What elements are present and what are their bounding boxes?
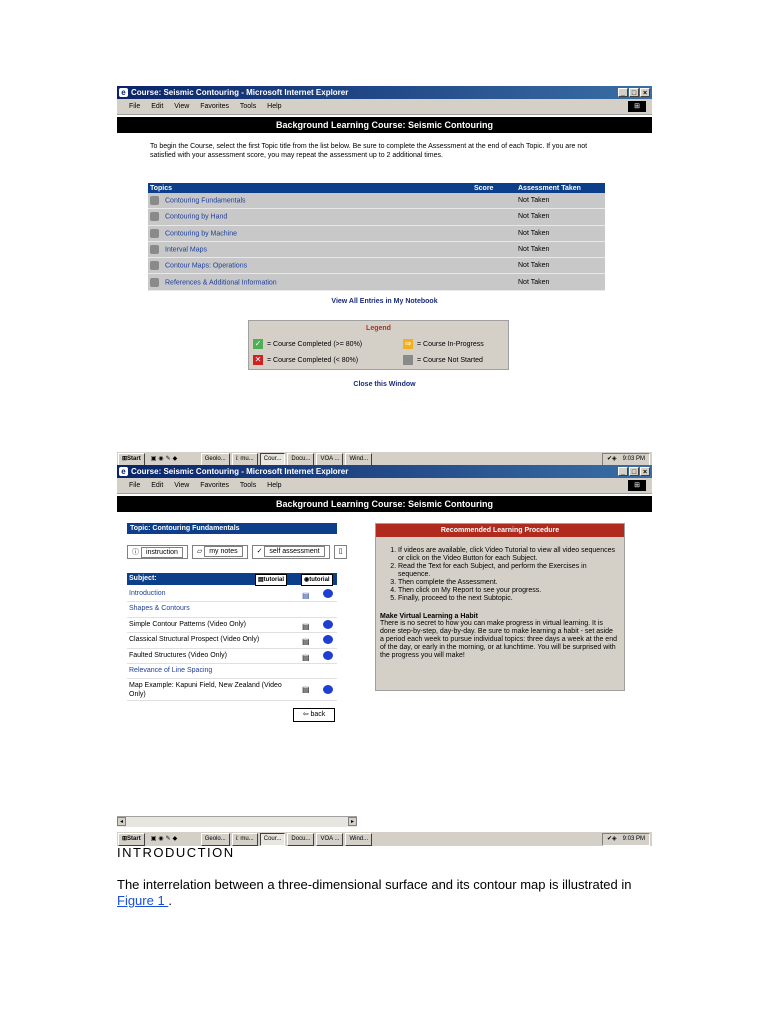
score-cell (472, 241, 516, 257)
in-progress-icon: ⇒ (404, 339, 412, 348)
subject-label: Subject: (129, 575, 157, 582)
tab-more-icon[interactable]: ▯ (334, 545, 348, 559)
task-button[interactable]: VOA ... (316, 453, 343, 466)
text-icon[interactable]: ▤ (302, 685, 310, 695)
habit-text: There is no secret to how you can make progress in virtual learning. It is done step-by-step, day-by-day. Be sure to make learning a habit - set aside a period each week to pursue individual topics: three days a week at the end of the day, or early in the morning, or at lunchtime. You will be surprised with the progress you will make! (380, 620, 617, 659)
x-icon: ✕ (254, 355, 262, 364)
ie-icon: e (119, 88, 128, 97)
procedure-steps (398, 547, 618, 603)
table-row[interactable] (148, 241, 605, 257)
figure-link[interactable]: Figure 1 (117, 893, 169, 908)
topic-link[interactable]: Contour Maps: Operations (165, 262, 248, 270)
header-score: Score (472, 183, 516, 193)
tab-self-assessment[interactable]: ✓ self assessment (252, 545, 330, 559)
scroll-right-icon[interactable]: ▸ (348, 817, 357, 826)
legend-text: = Course Completed (>= 80%) (267, 340, 363, 348)
header-topics: Topics (148, 183, 472, 193)
back-button[interactable]: ⇦ back (293, 708, 335, 722)
maximize-icon[interactable]: □ (629, 467, 639, 476)
procedure-step: 1. If videos are available, click Video Tutorial to view all video sequences or click on the Video Button for each Subject. (398, 547, 618, 563)
habit-title: Make Virtual Learning a Habit (380, 613, 478, 620)
score-cell (472, 258, 516, 274)
topics-table (148, 183, 605, 291)
task-button[interactable]: Docu... (287, 453, 314, 466)
tray-icons[interactable]: ✔◈ (606, 455, 617, 462)
menu-edit[interactable]: Edit (151, 482, 164, 489)
menu-file[interactable]: File (129, 103, 141, 110)
window-titlebar (117, 86, 652, 99)
window-controls (618, 88, 650, 97)
menu-view[interactable]: View (174, 103, 190, 110)
not-started-icon (150, 278, 159, 287)
intro-text: To begin the Course, select the first Topic title from the list below. Be sure to complete the Assessment at the end of each Topic. If you are not satisfied with your assessment score, you may repeat the assessment up to 2 additional times. (150, 143, 588, 159)
status-cell: Not Taken (516, 225, 605, 241)
close-icon[interactable]: × (640, 88, 650, 97)
minimize-icon[interactable]: _ (618, 467, 628, 476)
score-cell (472, 225, 516, 241)
windows-logo-icon: ⊞ (628, 480, 646, 491)
menu-bar (117, 478, 652, 494)
text-icon[interactable]: ▤ (302, 652, 310, 662)
intro-paragraph: The interrelation between a three-dimensional surface and its contour map is illustrated in Figure 1 . (117, 877, 632, 908)
system-tray (602, 453, 650, 466)
task-button[interactable]: Geolo... (201, 453, 230, 466)
subject-list (127, 587, 337, 701)
video-icon[interactable] (323, 685, 333, 694)
video-icon[interactable] (323, 620, 333, 629)
taskbar (117, 831, 652, 846)
menu-file[interactable]: File (129, 482, 141, 489)
close-icon[interactable]: × (640, 467, 650, 476)
table-row[interactable] (148, 274, 605, 290)
not-started-icon (150, 196, 159, 205)
task-button[interactable]: Docu... (287, 833, 314, 846)
task-button[interactable]: VOA ... (316, 833, 343, 846)
menu-view[interactable]: View (174, 482, 190, 489)
maximize-icon[interactable]: □ (629, 88, 639, 97)
menu-help[interactable]: Help (267, 103, 282, 110)
taskbar (117, 451, 652, 466)
menu-edit[interactable]: Edit (151, 103, 164, 110)
score-cell (472, 209, 516, 225)
start-button[interactable]: ⊞Start (118, 453, 145, 466)
window-title: Course: Seismic Contouring - Microsoft Internet Explorer (131, 467, 349, 476)
topic-link[interactable]: Contouring Fundamentals (165, 197, 246, 205)
section-heading: INTRODUCTION (117, 845, 235, 860)
windows-logo-icon: ⊞ (628, 101, 646, 112)
task-button[interactable]: Cour... (260, 453, 286, 466)
menu-favorites[interactable]: Favorites (200, 482, 230, 489)
topic-header: Topic: Contouring Fundamentals (127, 523, 337, 534)
text-icon[interactable]: ▤ (302, 591, 310, 600)
legend-text: = Course Completed (< 80%) (267, 356, 359, 364)
course-banner: Background Learning Course: Seismic Contouring (117, 117, 652, 133)
status-cell: Not Taken (516, 274, 605, 290)
text-tutorial-button[interactable]: ▤tutorial (255, 574, 287, 586)
text-icon[interactable]: ▤ (302, 621, 310, 631)
menu-help[interactable]: Help (267, 482, 282, 489)
subject-header (127, 573, 337, 585)
recommended-title: Recommended Learning Procedure (376, 524, 624, 537)
video-icon[interactable] (323, 635, 333, 644)
recommended-procedure-panel (375, 523, 625, 691)
list-item[interactable]: Introduction ▤ (127, 587, 337, 602)
header-assessment: Assessment Taken (516, 183, 605, 193)
course-banner: Background Learning Course: Seismic Contouring (117, 496, 652, 512)
topic-link[interactable]: Contouring by Hand (165, 213, 228, 221)
list-item[interactable]: Relevance of Line Spacing (127, 664, 337, 679)
not-started-icon (150, 212, 159, 221)
legend-text: = Course Not Started (417, 356, 483, 364)
list-item[interactable]: Faulted Structures (Video Only) ▤ (127, 649, 337, 664)
status-cell: Not Taken (516, 193, 605, 209)
window-controls (618, 467, 650, 476)
not-started-icon (150, 229, 159, 238)
not-started-icon (403, 355, 413, 365)
clock: 9:03 PM (622, 835, 645, 842)
menu-bar (117, 99, 652, 115)
close-window-link[interactable]: Close this Window (353, 381, 416, 388)
not-started-icon (150, 261, 159, 270)
menu-favorites[interactable]: Favorites (200, 103, 230, 110)
task-button[interactable]: i: mu... (232, 833, 258, 846)
task-button[interactable]: Wind... (345, 453, 372, 466)
legend-item-completed-high (253, 339, 362, 349)
task-button[interactable]: Wind... (345, 833, 372, 846)
topic-tabs (127, 545, 347, 559)
screenshot-topic-fundamentals (117, 465, 652, 846)
task-button[interactable]: i: mu... (232, 453, 258, 466)
horizontal-scrollbar[interactable] (117, 816, 357, 827)
tab-my-notes[interactable]: ▱ my notes (192, 545, 248, 559)
window-title: Course: Seismic Contouring - Microsoft Internet Explorer (131, 88, 349, 97)
procedure-step: 2. Read the Text for each Subject, and perform the Exercises in sequence. (398, 563, 618, 579)
legend-text: = Course In-Progress (417, 340, 484, 348)
legend-item-in-progress (403, 339, 484, 349)
tab-instruction[interactable]: ⓘ instruction (127, 545, 188, 559)
topic-link[interactable]: References & Additional Information (165, 278, 277, 286)
menu-tools[interactable]: Tools (239, 103, 257, 110)
status-cell: Not Taken (516, 258, 605, 274)
task-button[interactable]: Geolo... (201, 833, 230, 846)
quick-launch-icons[interactable]: ▣◉✎◆ (150, 836, 180, 842)
legend-item-completed-low (253, 355, 358, 365)
scroll-left-icon[interactable]: ◂ (117, 817, 126, 826)
status-cell: Not Taken (516, 241, 605, 257)
legend-title: Legend (366, 325, 391, 332)
text-icon[interactable]: ▤ (302, 637, 310, 647)
list-item[interactable]: Simple Contour Patterns (Video Only) ▤ (127, 618, 337, 633)
video-icon[interactable] (323, 589, 333, 598)
window-titlebar (117, 465, 652, 478)
topic-link[interactable]: Interval Maps (165, 246, 208, 254)
legend-box (248, 320, 509, 370)
topics-table-header (148, 183, 605, 193)
score-cell (472, 274, 516, 290)
not-started-icon (150, 245, 159, 254)
minimize-icon[interactable]: _ (618, 88, 628, 97)
status-cell: Not Taken (516, 209, 605, 225)
procedure-step: 5. Finally, proceed to the next Subtopic. (398, 595, 618, 603)
list-item[interactable]: Classical Structural Prospect (Video Only) ▤ (127, 633, 337, 648)
ie-icon: e (119, 467, 128, 476)
list-item[interactable]: Shapes & Contours (127, 602, 337, 617)
table-row[interactable] (148, 225, 605, 241)
clock: 9:03 PM (622, 455, 645, 462)
tray-icons[interactable]: ✔◈ (606, 835, 617, 842)
quick-launch-icons[interactable]: ▣◉✎◆ (150, 456, 180, 462)
task-button[interactable]: Cour... (260, 833, 286, 846)
table-row[interactable] (148, 209, 605, 225)
legend-item-not-started (403, 355, 483, 365)
procedure-step: 4. Then click on My Report to see your progress. (398, 587, 618, 595)
score-cell (472, 193, 516, 209)
table-row[interactable] (148, 193, 605, 209)
start-button[interactable]: ⊞Start (118, 833, 145, 846)
video-tutorial-button[interactable]: ◉tutorial (301, 574, 333, 586)
check-icon: ✓ (254, 339, 262, 348)
table-row[interactable] (148, 258, 605, 274)
notebook-link[interactable]: View All Entries in My Notebook (331, 298, 438, 305)
list-item[interactable]: Map Example: Kapuni Field, New Zealand (Video Only) ▤ (127, 679, 337, 701)
system-tray (602, 833, 650, 846)
video-icon[interactable] (323, 651, 333, 660)
menu-tools[interactable]: Tools (239, 482, 257, 489)
procedure-step: 3. Then complete the Assessment. (398, 579, 618, 587)
screenshot-course-topics (117, 86, 652, 466)
topic-link[interactable]: Contouring by Machine (165, 230, 237, 238)
